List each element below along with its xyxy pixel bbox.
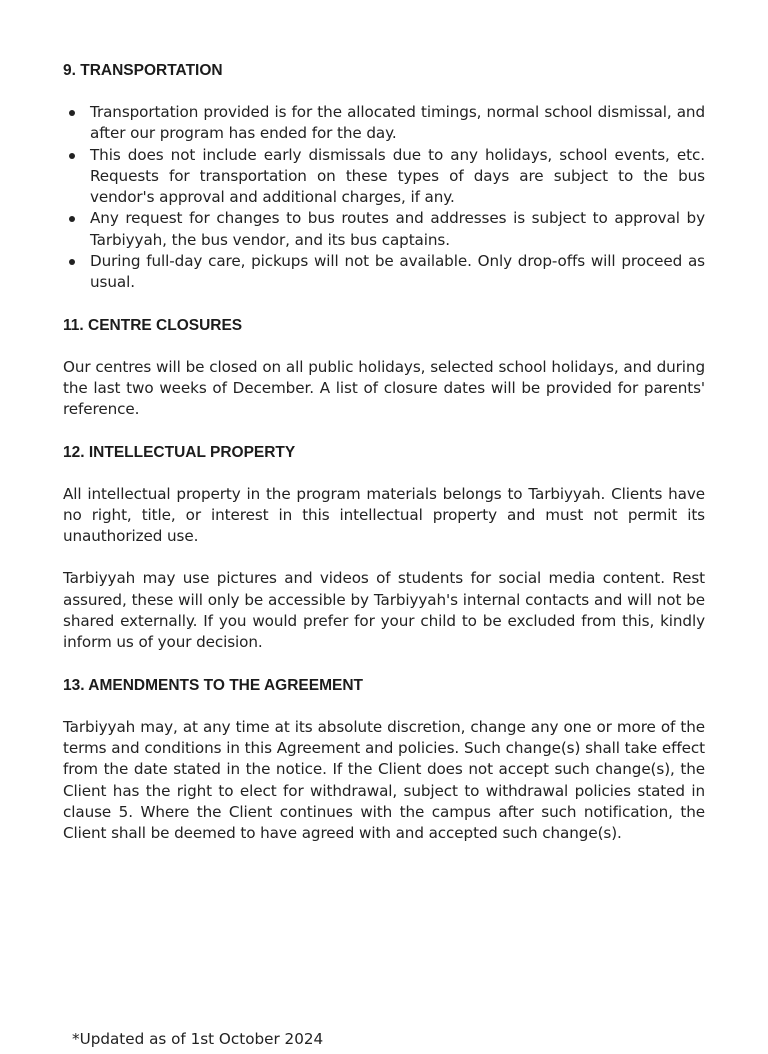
bullet-icon — [69, 110, 75, 116]
list-item-text: Any request for changes to bus routes and addresses is subject to approval by Tarbiyyah, the bus vendor, and its bus captains. — [90, 209, 705, 249]
updated-date-note: *Updated as of 1st October 2024 — [72, 1030, 324, 1048]
list-item — [63, 251, 705, 294]
list-item — [63, 102, 705, 145]
list-item-text: Transportation provided is for the allocated timings, normal school dismissal, and after our program has ended for the day. — [90, 103, 705, 143]
list-item — [63, 145, 705, 209]
bullet-icon — [69, 216, 75, 222]
list-item-text: During full-day care, pickups will not be available. Only drop-offs will proceed as usual. — [90, 252, 705, 292]
ip-paragraph-media: Tarbiyyah may use pictures and videos of students for social media content. Rest assured, these will only be accessible by Tarbiyyah's internal contacts and will not be shared externally. If you would prefer for your child to be excluded from this, kindly inform us of your decision. — [63, 569, 705, 652]
section-heading-intellectual-property: 12. INTELLECTUAL PROPERTY — [63, 443, 296, 461]
section-heading-centre-closures: 11. CENTRE CLOSURES — [63, 316, 243, 334]
section-heading-transportation: 9. TRANSPORTATION — [63, 62, 223, 79]
list-item — [63, 208, 705, 251]
list-item-text: This does not include early dismissals due to any holidays, school events, etc. Requests for transportation on these types of days are subject to the bus vendor's approval and additional charges, if any. — [90, 145, 705, 207]
document-page — [63, 60, 705, 865]
section-heading-amendments: 13. AMENDMENTS TO THE AGREEMENT — [63, 676, 363, 694]
bullet-icon — [69, 259, 75, 265]
bullet-icon — [69, 153, 75, 159]
transportation-list — [63, 102, 705, 294]
ip-paragraph-ownership: All intellectual property in the program materials belongs to Tarbiyyah. Clients have no right, title, or interest in this intellectual property and must not permit its unauthorized use. — [63, 484, 705, 546]
closures-paragraph: Our centres will be closed on all public holidays, selected school holidays, and during the last two weeks of December. A list of closure dates will be provided for parents' reference. — [63, 357, 705, 419]
amendments-paragraph: Tarbiyyah may, at any time at its absolute discretion, change any one or more of the terms and conditions in this Agreement and policies. Such change(s) shall take effect from the date stated in the notice. If the Client does not accept such change(s), the Client has the right to elect for withdrawal, subject to withdrawal policies stated in clause 5. Where the Client continues with the campus after such notification, the Client shall be deemed to have agreed with and accepted such change(s). — [63, 717, 705, 843]
